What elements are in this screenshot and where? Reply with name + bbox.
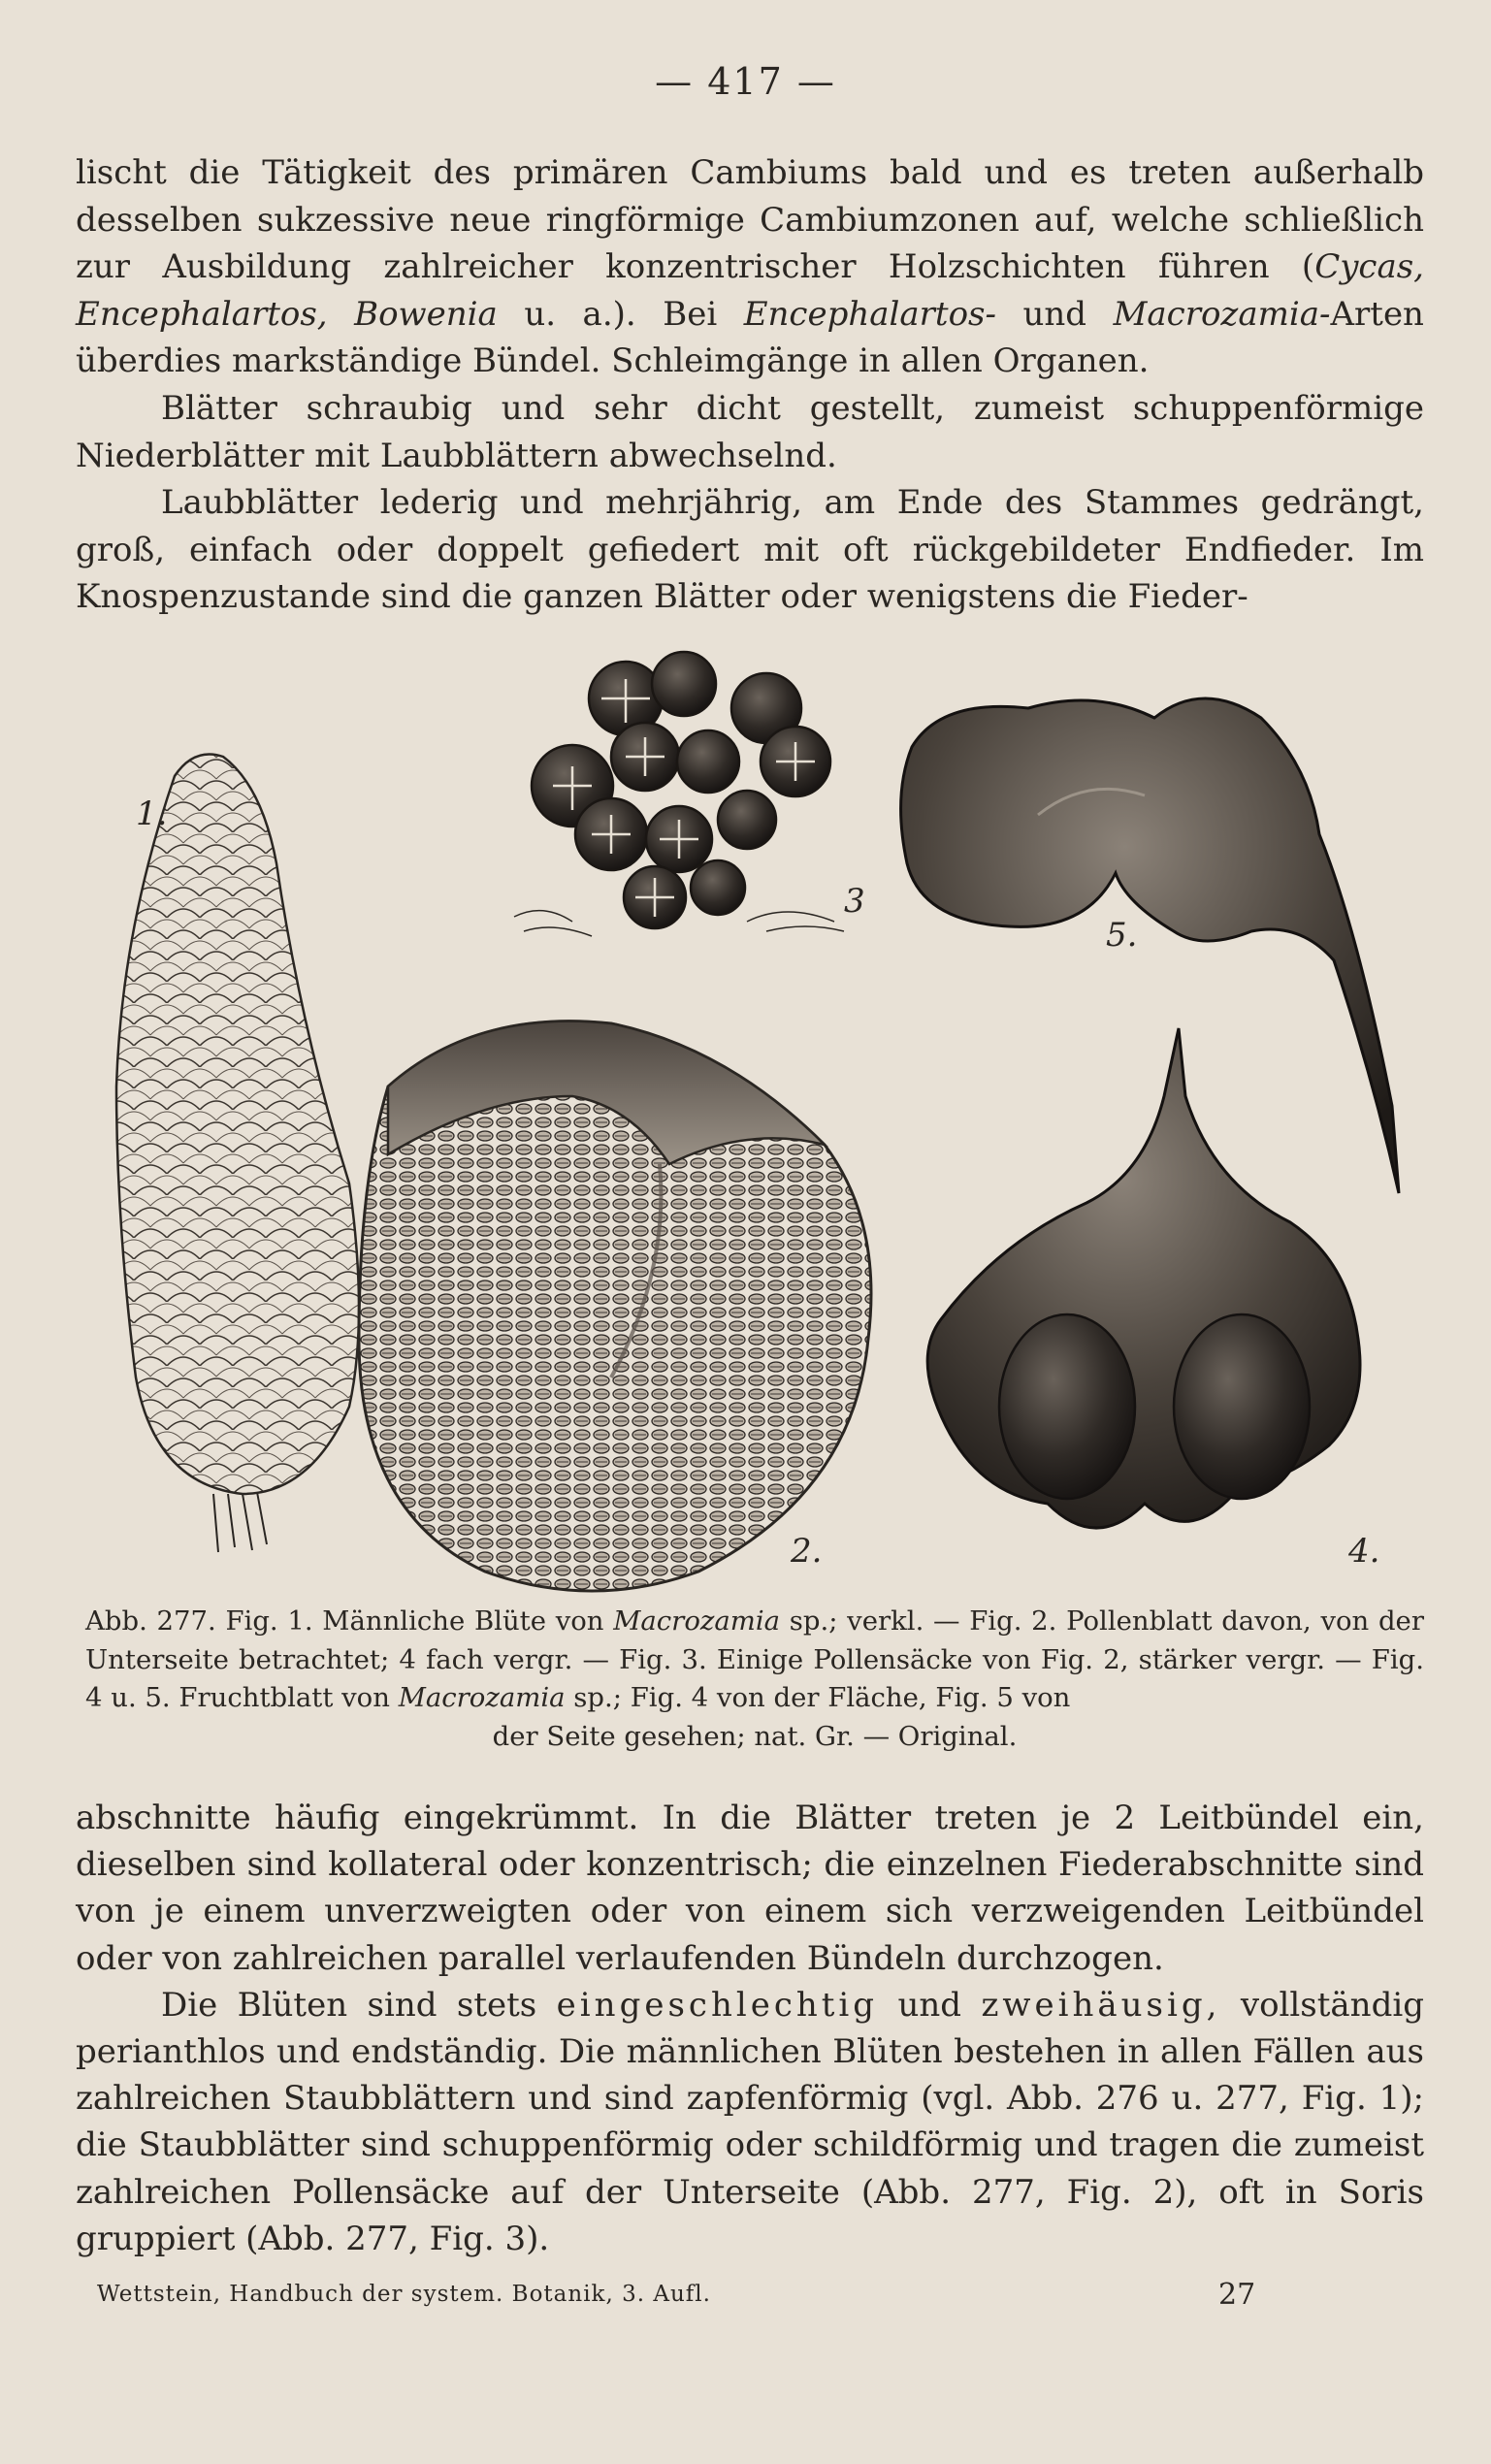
para1-text-2: u. a.). Bei	[497, 294, 744, 334]
fig3-pollen-sacs	[514, 652, 844, 936]
para5-text-2: und	[878, 1985, 982, 2025]
para1-italic-1: Cycas, Encephalartos, Bowenia	[76, 247, 1424, 334]
fig3-label: 3	[844, 882, 865, 921]
paragraph-2: Blätter schraubig und sehr dicht gestellt, zumeist schuppenförmige Niederblätter mit Laubblättern abwechselnd.	[76, 388, 1424, 475]
caption-text-3: sp.; Fig. 4 von der Fläche, Fig. 5 von	[565, 1682, 1071, 1713]
fig2-label: 2.	[791, 1532, 823, 1571]
para5-text-3: vollständig perianthlos und endständig. Die männlichen Blüten bestehen in allen Fällen aus zahlreichen Staubblättern und sind zapfenförmig (vgl. Abb. 276 u. 277, Fig. 1); die Staubblätter sind schuppenförmig oder schildförmig und tragen die zumeist zahlreichen Pollensäcke auf der Unterseite (Abb. 277, Fig. 2), oft in Soris gruppiert (Abb. 277, Fig. 3).	[76, 1985, 1424, 2258]
para1-text-3: und	[995, 294, 1114, 334]
fig4-label: 4.	[1348, 1532, 1380, 1571]
figure-caption	[85, 1603, 1424, 1756]
fig1-label: 1.	[136, 794, 168, 833]
fig2-pollen-leaf	[359, 1021, 871, 1591]
para5-spaced-1: eingeschlechtig	[556, 1985, 879, 2025]
caption-text-2: sp.; verkl. — Fig. 2. Pollenblatt davon, von der Unterseite betrachtet; 4 fach vergr. — Fig. 3. Einige Pollensäcke von Fig. 2, stärker vergr. — Fig. 4 u. 5. Fruchtblatt von	[85, 1605, 1424, 1713]
para1-text-4: Arten überdies markständige Bündel. Schleimgänge in allen Organen.	[76, 294, 1424, 381]
caption-text-4: der Seite gesehen; nat. Gr. — Original.	[492, 1720, 1018, 1752]
page-number: — 417 —	[655, 60, 836, 103]
caption-text-1: Abb. 277. Fig. 1. Männliche Blüte von	[85, 1605, 614, 1637]
footer-source: Wettstein, Handbuch der system. Botanik, 3. Aufl.	[97, 2282, 711, 2307]
fig5-label: 5.	[1106, 916, 1138, 955]
para1-italic-2: Encephalartos-	[743, 294, 996, 334]
figure-abb-277	[68, 640, 1436, 1601]
footer-signature: 27	[1218, 2278, 1256, 2312]
paragraph-5	[76, 1982, 1424, 2262]
botanical-illustration	[68, 640, 1436, 1601]
para5-spaced-2: zweihäusig,	[981, 1985, 1221, 2025]
paragraph-4: abschnitte häufig eingekrümmt. In die Blätter treten je 2 Leitbündel ein, dieselben sind kollateral oder konzentrisch; die einzelnen Fiederabschnitte sind von je einem unverzweigten oder von einem sich verzweigenden Leitbündel oder von zahlreichen parallel verlaufenden Bündeln durchzogen.	[76, 1799, 1424, 1978]
text-block-top	[76, 149, 1424, 621]
text-block-bottom	[76, 1795, 1424, 2262]
fig4-fruit-leaf-face	[927, 1028, 1360, 1528]
paragraph-3: Laubblätter lederig und mehrjährig, am Ende des Stammes gedrängt, groß, einfach oder doppelt gefiedert mit oft rückgebildeter Endfieder. Im Knospenzustande sind die ganzen Blätter oder wenigstens die Fieder-	[76, 483, 1424, 617]
fig1-male-cone	[116, 755, 359, 1553]
caption-italic-2: Macrozamia	[398, 1682, 566, 1713]
para1-italic-3: Macrozamia-	[1113, 294, 1331, 334]
paragraph-1	[76, 149, 1424, 385]
fig5-fruit-leaf-side	[901, 698, 1399, 1193]
para1-text-1: lischt die Tätigkeit des primären Cambiums bald und es treten außerhalb desselben sukzessive neue ringförmige Cambiumzonen auf, welche schließlich zur Ausbildung zahlreicher konzentrischer Holzschichten führen (	[76, 153, 1424, 287]
caption-italic-1: Macrozamia	[613, 1605, 781, 1637]
para5-text-1: Die Blüten sind stets	[161, 1985, 557, 2025]
